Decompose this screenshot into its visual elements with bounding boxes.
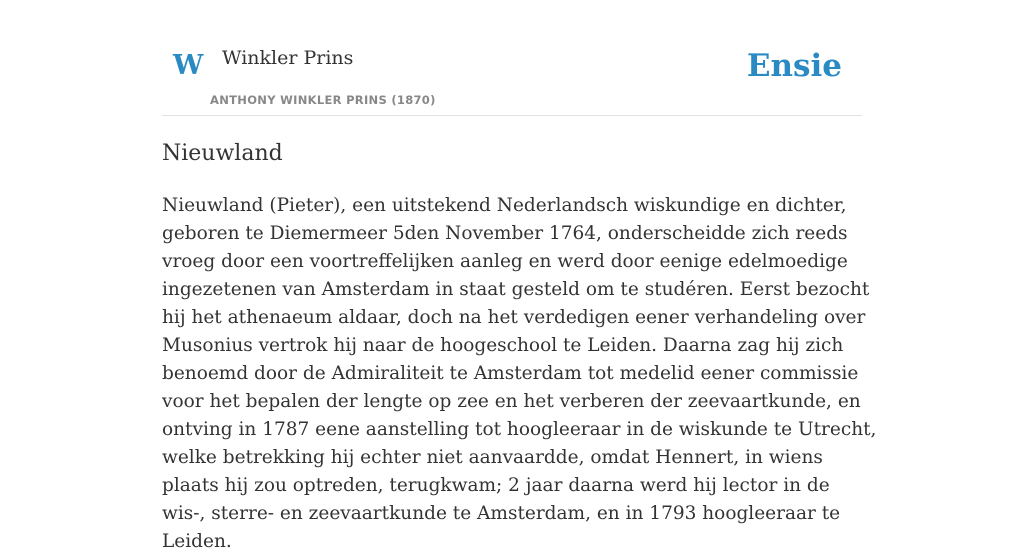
article-body: Nieuwland (Pieter), een uitstekend Nederlandsch wiskundige en dichter, geboren te Diemermeer 5den November 1764, onderscheidde zich reeds vroeg door een voortreffelijken aanleg en werd door eenige edelmoedige ingezetenen van Amsterdam in staat gesteld om te studéren. Eerst bezocht hij het athenaeum aldaar, doch na het verdedigen eener verhandeling over Musonius vertrok hij naar de hoogeschool te Leiden. Daarna zag hij zich benoemd door de Admiraliteit te Amsterdam tot medelid eener commissie voor het bepalen der lengte op zee en het verberen der zeevaartkunde, en ontving in 1787 eene aanstelling tot hoogleeraar in de wiskunde te Utrecht, welke betrekking hij echter niet aanvaardde, omdat Hennert, in wiens plaats hij zou optreden, terugkwam; 2 jaar daarna werd hij lector in de wis-, sterre- en zeevaartkunde te Amsterdam, en in 1793 hoogleeraar te Leiden.: [162, 195, 877, 552]
ensie-logo[interactable]: Ensie: [746, 48, 842, 84]
source-header: [162, 0, 862, 116]
source-title-link[interactable]: Winkler Prins: [222, 47, 354, 69]
source-author: ANTHONY WINKLER PRINS (1870): [210, 93, 436, 107]
w-letter-icon: W: [173, 50, 204, 81]
article-title: Nieuwland: [162, 141, 283, 166]
